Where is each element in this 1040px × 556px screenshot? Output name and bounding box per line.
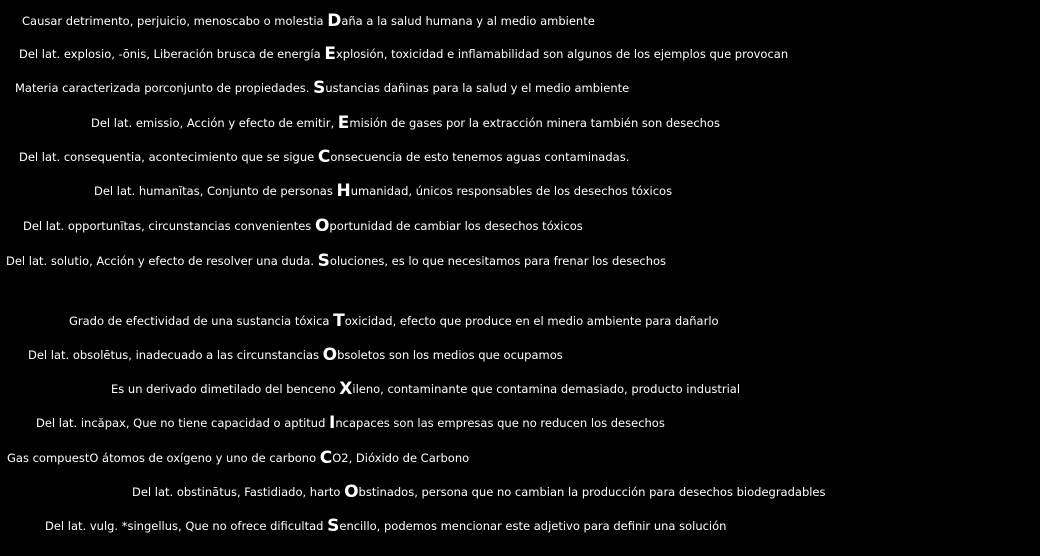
acrostic-line bbox=[19, 149, 629, 165]
line-text: bsoletos son los medios que ocupamos bbox=[337, 348, 563, 362]
line-definition: Del lat. explosio, -ōnis, Liberación brusca de energía bbox=[19, 47, 325, 61]
line-text: misión de gases por la extracción minera también son desechos bbox=[349, 116, 720, 130]
acrostic-line bbox=[6, 253, 666, 269]
acrostic-line bbox=[111, 381, 740, 397]
acrostic-line bbox=[94, 183, 672, 199]
line-initial-letter: E bbox=[337, 113, 350, 133]
line-definition: Del lat. humanĭtas, Conjunto de personas bbox=[94, 184, 337, 198]
line-text: ileno, contaminante que contamina demasiado, producto industrial bbox=[352, 382, 741, 396]
line-initial-letter: S bbox=[313, 78, 326, 98]
acrostic-line bbox=[28, 347, 563, 363]
line-definition: Del lat. opportunĭtas, circunstancias convenientes bbox=[23, 219, 315, 233]
line-text: ncapaces son las empresas que no reducen los desechos bbox=[335, 416, 665, 430]
line-text: ustancias dañinas para la salud y el medio ambiente bbox=[325, 81, 630, 95]
line-initial-letter: T bbox=[333, 311, 345, 331]
line-initial-letter: S bbox=[317, 251, 330, 271]
line-definition: Del lat. incăpax, Que no tiene capacidad o aptitud bbox=[36, 416, 330, 430]
line-text: aña a la salud humana y al medio ambiente bbox=[341, 14, 595, 28]
line-text: encillo, podemos mencionar este adjetivo para definir una solución bbox=[339, 519, 727, 533]
line-definition: Del lat. emissio, Acción y efecto de emitir, bbox=[91, 116, 338, 130]
line-definition: Del lat. obsolētus, inadecuado a las circunstancias bbox=[28, 348, 323, 362]
acrostic-line bbox=[19, 46, 788, 62]
line-initial-letter: C bbox=[319, 448, 333, 468]
line-definition: Gas compuestO átomos de oxígeno y uno de carbono bbox=[7, 451, 320, 465]
acrostic-line bbox=[132, 484, 826, 500]
acrostic-line bbox=[7, 450, 469, 466]
line-definition: Del lat. vulg. *singellus, Que no ofrece dificultad bbox=[45, 519, 328, 533]
line-text: oxicidad, efecto que produce en el medio ambiente para dañarlo bbox=[344, 314, 719, 328]
line-text: portunidad de cambiar los desechos tóxicos bbox=[329, 219, 583, 233]
line-initial-letter: C bbox=[317, 147, 331, 167]
acrostic-line bbox=[22, 13, 595, 29]
acrostic-line bbox=[45, 518, 726, 534]
line-definition: Materia caracterizada porconjunto de propiedades. bbox=[15, 81, 314, 95]
line-text: xplosión, toxicidad e inflamabilidad son algunos de los ejemplos que provocan bbox=[335, 47, 789, 61]
line-definition: Del lat. consequentia, acontecimiento que se sigue bbox=[19, 150, 318, 164]
line-definition: Es un derivado dimetilado del benceno bbox=[111, 382, 340, 396]
line-definition: Del lat. solutio, Acción y efecto de resolver una duda. bbox=[6, 254, 318, 268]
acrostic-line bbox=[23, 218, 583, 234]
line-text: bstinados, persona que no cambian la producción para desechos biodegradables bbox=[358, 485, 826, 499]
line-text: O2, Dióxido de Carbono bbox=[332, 451, 470, 465]
line-initial-letter: D bbox=[327, 11, 342, 31]
acrostic-line bbox=[69, 313, 719, 329]
line-initial-letter: H bbox=[336, 181, 351, 201]
line-initial-letter: E bbox=[324, 44, 336, 64]
line-text: oluciones, es lo que necesitamos para frenar los desechos bbox=[329, 254, 667, 268]
line-initial-letter: O bbox=[344, 482, 359, 502]
line-definition: Grado de efectividad de una sustancia tóxica bbox=[69, 314, 334, 328]
acrostic-line bbox=[91, 115, 720, 131]
line-initial-letter: I bbox=[329, 413, 336, 433]
line-initial-letter: X bbox=[339, 379, 353, 399]
acrostic-line bbox=[36, 415, 665, 431]
line-text: umanidad, únicos responsables de los desechos tóxicos bbox=[350, 184, 673, 198]
line-definition: Del lat. obstinātus, Fastidiado, harto bbox=[132, 485, 345, 499]
line-definition: Causar detrimento, perjuicio, menoscabo o molestia bbox=[22, 14, 328, 28]
line-initial-letter: O bbox=[314, 216, 330, 236]
acrostic-line bbox=[15, 80, 629, 96]
line-initial-letter: S bbox=[327, 516, 340, 536]
line-initial-letter: O bbox=[322, 345, 338, 365]
line-text: onsecuencia de esto tenemos aguas contaminadas. bbox=[330, 150, 630, 164]
